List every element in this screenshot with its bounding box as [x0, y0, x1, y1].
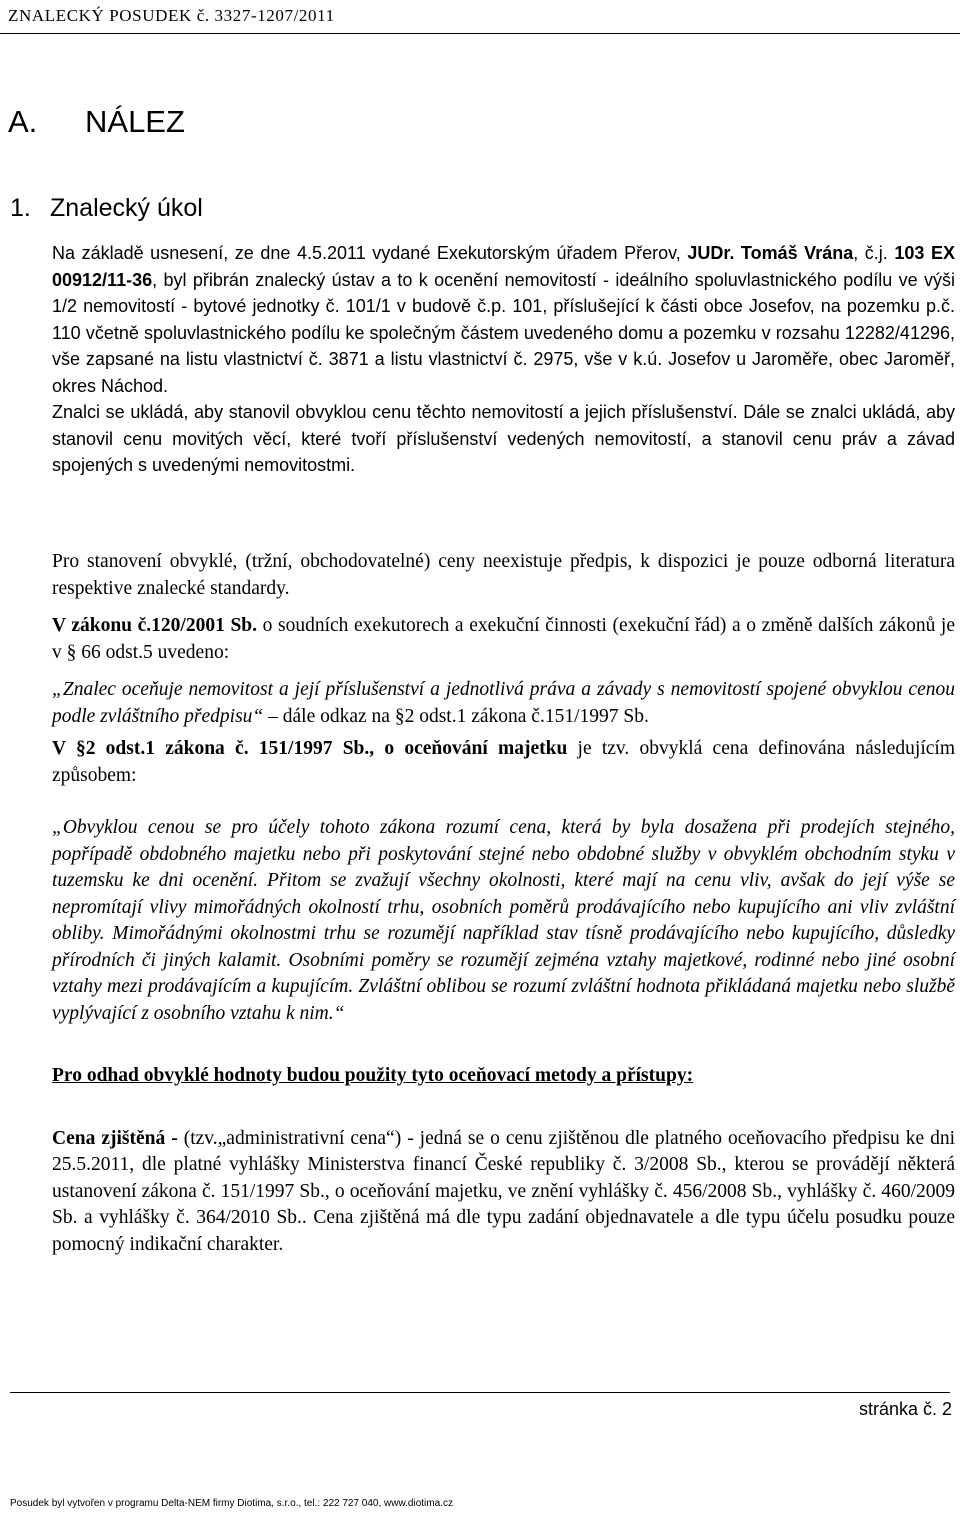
- law-text: o soudních exekutorech a exekuční činnosti (exekuční řád) a o změně dalších zákonů je v § 66 odst.5 uvedeno:: [52, 615, 956, 663]
- quote-1-reference: – dále odkaz na §2 odst.1 zákona č.151/1997 Sb.: [268, 705, 649, 727]
- quote-paragraph-2: „Obvyklou cenou se pro účely tohoto zákona rozumí cena, která by byla dosažena při prodejích stejného, popřípadě obdobného majetku nebo při poskytování stejné nebo obdobné služby v obvyklém obchodním styku v tuzemsku ke dni ocenění. Přitom se zvažují všechny okolnosti, které mají na cenu vliv, avšak do její výše se nepromítají vlivy mimořádných okolností trhu, osobních poměrů prodávajícího nebo kupujícího ani vliv zvláštní obliby. Mimořádnými okolnostmi trhu se rozumějí například stav tísně prodávajícího nebo kupujícího, důsledky přírodních či jiných kalamit. Osobními poměry se rozumějí zejména vztahy majetkové, rodinné nebo jiné osobní vztahy mezi prodávajícím a kupujícím. Zvláštní oblibou se rozumí zvláštní hodnota přikládaná majetku nebo službě vyplývající z osobního vztahu k nim.“: [52, 817, 955, 1024]
- task-paragraph: [52, 240, 955, 399]
- law2-reference: V §2 odst.1 zákona č. 151/1997 Sb., o oceňování majetku: [52, 738, 568, 759]
- quote-paragraph-1: [52, 677, 955, 730]
- section-number: A.: [8, 104, 38, 139]
- subsection-number: 1.: [10, 194, 31, 222]
- task-text-c: , č.j.: [853, 243, 895, 263]
- methods-heading: [52, 1063, 955, 1090]
- header-divider: [0, 33, 960, 34]
- task-text-e: , byl přibrán znalecký ústav a to k ocenění nemovitostí - ideálního spoluvlastnického podílu ve výši 1/2 nemovitostí - bytové jednotky č. 101/1 v budově č.p. 101, příslušející k části obce Josefov, na pozemku p.č. 110 včetně spoluvlastnického podílu ke společným částem uvedeného domu a pozemku v rozsahu 12282/41296, vše zapsané na listu vlastnictví č. 3871 a listu vlastnictví č. 2975, vše v k.ú. Josefov u Jaroměře, obec Jaroměř, okres Náchod.: [52, 269, 955, 396]
- cena-paragraph: [52, 1126, 955, 1259]
- case-number: 103 EX 00912/11-36: [52, 243, 955, 290]
- executor-name: JUDr. Tomáš Vrána: [687, 243, 854, 263]
- subsection-heading: [10, 194, 203, 223]
- cena-label: Cena zjištěná -: [52, 1127, 178, 1149]
- task-block: [52, 240, 955, 479]
- task-text-a: Na základě usnesení, ze dne 4.5.2011 vydané Exekutorským úřadem Přerov,: [52, 243, 688, 263]
- footer-note: Posudek byl vytvořen v programu Delta-NEM firmy Diotima, s.r.o., tel.: 222 727 040, www.diotima.cz: [10, 1498, 453, 1509]
- task-instruction-paragraph: Znalci se ukládá, aby stanovil obvyklou cenu těchto nemovitostí a jejich příslušenství. Dále se znalci ukládá, aby stanovil cenu movitých věcí, které tvoří příslušenství vedených nemovitostí, a stanovil cenu práv a závad spojených s uvedenými nemovitostmi.: [52, 402, 955, 475]
- law-paragraph: [52, 613, 955, 666]
- law-reference: V zákonu č.120/2001 Sb.: [52, 615, 258, 636]
- document-header: ZNALECKÝ POSUDEK č. 3327-1207/2011: [8, 6, 335, 25]
- footer-divider: [10, 1392, 950, 1393]
- subsection-title: Znalecký úkol: [50, 194, 203, 222]
- methods-heading-text: Pro odhad obvyklé hodnoty budou použity tyto oceňovací metody a přístupy:: [52, 1065, 694, 1086]
- section-title: NÁLEZ: [85, 104, 185, 139]
- cena-text: (tzv.„administrativní cena“) - jedná se o cenu zjištěnou dle platného oceňovacího předpisu ke dni 25.5.2011, dle platné vyhlášky Ministerstva financí České republiky č. 3/2008 Sb., kterou se provádějí některá ustanovení zákona č. 151/1997 Sb., o oceňování majetku, ve znění vyhlášky č. 456/2008 Sb., vyhlášky č. 460/2009 Sb. a vyhlášky č. 364/2010 Sb.. Cena zjištěná má dle typu zadání objednavatele a dle typu účelu posudku pouze pomocný indikační charakter.: [52, 1127, 956, 1255]
- main-body: [52, 549, 955, 1258]
- quote-1: „Znalec oceňuje nemovitost a její příslušenství a jednotlivá práva a závady s nemovitostí spojené obvyklou cenou podle zvláštního předpisu“: [52, 679, 955, 727]
- standards-paragraph: Pro stanovení obvyklé, (tržní, obchodovatelné) ceny neexistuje předpis, k dispozici je pouze odborná literatura respektive znalecké standardy.: [52, 551, 955, 599]
- law2-paragraph: [52, 736, 955, 789]
- law2-text: je tzv. obvyklá cena definována následujícím způsobem:: [52, 738, 955, 786]
- page-number: stránka č. 2: [858, 1399, 952, 1419]
- section-heading: [8, 104, 185, 140]
